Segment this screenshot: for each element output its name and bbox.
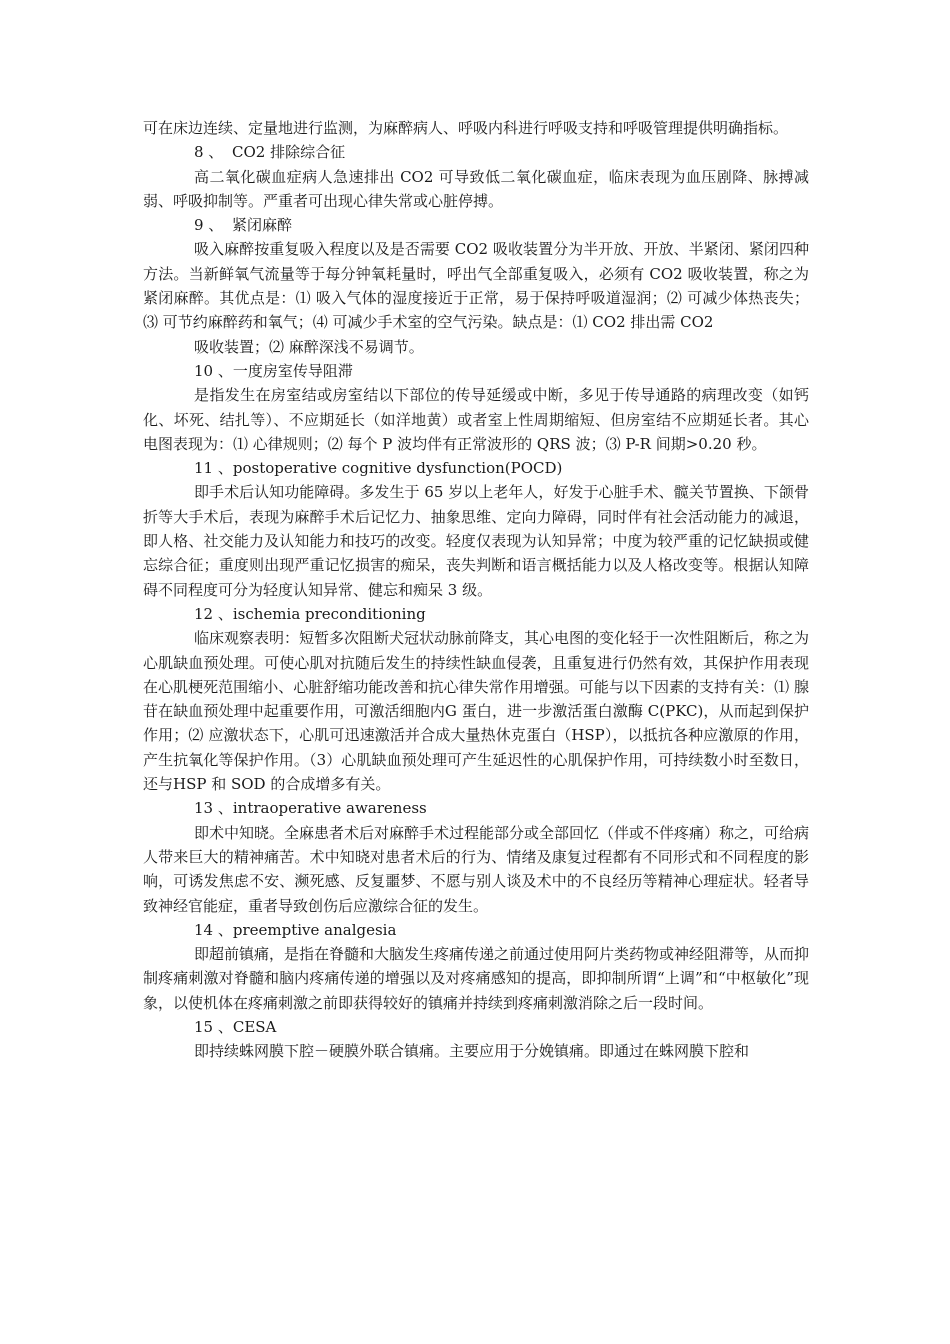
section-heading bbox=[143, 456, 809, 480]
body-paragraph: 即术中知晓。全麻患者术后对麻醉手术过程能部分或全部回忆（伴或不伴疼痛）称之，可给病人带来巨大的精神痛苦。术中知晓对患者术后的行为、情绪及康复过程都有不同形式和不同程度的影响，可诱发焦虑不安、濒死感、反复噩梦、不愿与别人谈及术中的不良经历等精神心理症状。轻者导致神经官能症，重者导致创伤后应激综合征的发生。 bbox=[143, 823, 810, 915]
section-title: preemptive analgesia bbox=[232, 920, 397, 939]
section-heading bbox=[143, 1015, 809, 1039]
section-number: 8 、 bbox=[194, 143, 224, 162]
section-title: postoperative cognitive dysfunction(POCD) bbox=[232, 459, 563, 478]
body-paragraph: 临床观察表明：短暂多次阻断犬冠状动脉前降支，其心电图的变化轻于一次性阻断后，称之为心肌缺血预处理。可使心肌对抗随后发生的持续性缺血侵袭，且重复进行仍然有效，其保护作用表现在心肌梗死范围缩小、心脏舒缩功能改善和抗心律失常作用增强。可能与以下因素的支持有关：⑴ 腺苷在缺血预处理中起重要作用，可激活细胞内G 蛋白，进一步激活蛋白激酶 C(PKC)，从而起到保护作用；⑵ 应激状态下，心肌可迅速激活并合成大量热休克蛋白（HSP），以抵抗各种应激原的作用，产生抗氧化等保护作用。（3）心肌缺血预处理可产生延迟性的心肌保护作用，可持续数小时至数日，还与HSP 和 SOD 的合成增多有关。 bbox=[143, 629, 810, 794]
body-paragraph: 可在床边连续、定量地进行监测，为麻醉病人、呼吸内科进行呼吸支持和呼吸管理提供明确指标。 bbox=[143, 119, 789, 137]
section-title: intraoperative awareness bbox=[232, 799, 427, 818]
section-heading bbox=[143, 796, 809, 820]
section-number: 14 、 bbox=[194, 920, 233, 939]
section-heading bbox=[143, 359, 809, 383]
body-paragraph: 高二氧化碳血症病人急速排出 CO2 可导致低二氧化碳血症，临床表现为血压剧降、脉搏减弱、呼吸抑制等。严重者可出现心律失常或心脏停搏。 bbox=[143, 167, 809, 210]
section-title: 紧闭麻醉 bbox=[232, 216, 293, 235]
body-paragraph: 即持续蛛网膜下腔－硬膜外联合镇痛。主要应用于分娩镇痛。即通过在蛛网膜下腔和 bbox=[194, 1042, 750, 1061]
section-heading bbox=[143, 213, 809, 237]
section-title: CO2 排除综合征 bbox=[232, 143, 346, 162]
body-paragraph: 吸收装置；⑵ 麻醉深浅不易调节。 bbox=[194, 337, 424, 356]
body-paragraph: 即手术后认知功能障碍。多发生于 65 岁以上老年人，好发于心脏手术、髋关节置换、下颌骨折等大手术后，表现为麻醉手术后记忆力、抽象思维、定向力障碍，同时伴有社会活动能力的减退，即人格、社交能力及认知能力和技巧的改变。轻度仅表现为认知异常；中度为较严重的记忆缺损或健忘综合征；重度则出现严重记忆损害的痴呆，丧失判断和语言概括能力以及人格改变等。根据认知障碍不同程度可分为轻度认知异常、健忘和痴呆 3 级。 bbox=[143, 483, 809, 599]
body-paragraph: 是指发生在房室结或房室结以下部位的传导延缓或中断，多见于传导通路的病理改变（如钙化、坏死、结扎等）、不应期延长（如洋地黄）或者室上性周期缩短、但房室结不应期延长者。其心电图表现为：⑴ 心律规则；⑵ 每个 P 波均伴有正常波形的 QRS 波；⑶ P-R 间期>0.20 秒。 bbox=[143, 386, 809, 453]
section-number: 9 、 bbox=[194, 216, 224, 235]
body-paragraph: 即超前镇痛，是指在脊髓和大脑发生疼痛传递之前通过使用阿片类药物或神经阻滞等，从而抑制疼痛刺激对脊髓和脑内疼痛传递的增强以及对疼痛感知的提高，即抑制所谓“上调”和“中枢敏化”现象，以使机体在疼痛刺激之前即获得较好的镇痛并持续到疼痛刺激消除之后一段时间。 bbox=[143, 945, 810, 1012]
section-number: 10 、 bbox=[194, 361, 233, 380]
section-title: CESA bbox=[232, 1017, 277, 1036]
section-title: ischemia preconditioning bbox=[232, 604, 426, 623]
body-paragraph: 吸入麻醉按重复吸入程度以及是否需要 CO2 吸收装置分为半开放、开放、半紧闭、紧闭四种方法。当新鲜氧气流量等于每分钟氧耗量时，呼出气全部重复吸入，必须有 CO2 吸收装置，称之为紧闭麻醉。其优点是：⑴ 吸入气体的湿度接近于正常，易于保持呼吸道湿润；⑵ 可减少体热丧失；⑶ 可节约麻醉药和氧气；⑷ 可减少手术室的空气污染。缺点是：⑴ CO2 排出需 CO2 bbox=[143, 240, 809, 332]
section-number: 11 、 bbox=[194, 459, 233, 478]
section-heading bbox=[143, 140, 809, 164]
section-number: 15 、 bbox=[194, 1017, 233, 1036]
section-heading bbox=[143, 602, 809, 626]
section-number: 12 、 bbox=[194, 604, 233, 623]
document-page bbox=[143, 116, 809, 1064]
section-title: 一度房室传导阻滞 bbox=[232, 361, 353, 380]
section-heading bbox=[143, 918, 809, 942]
section-number: 13 、 bbox=[194, 799, 233, 818]
